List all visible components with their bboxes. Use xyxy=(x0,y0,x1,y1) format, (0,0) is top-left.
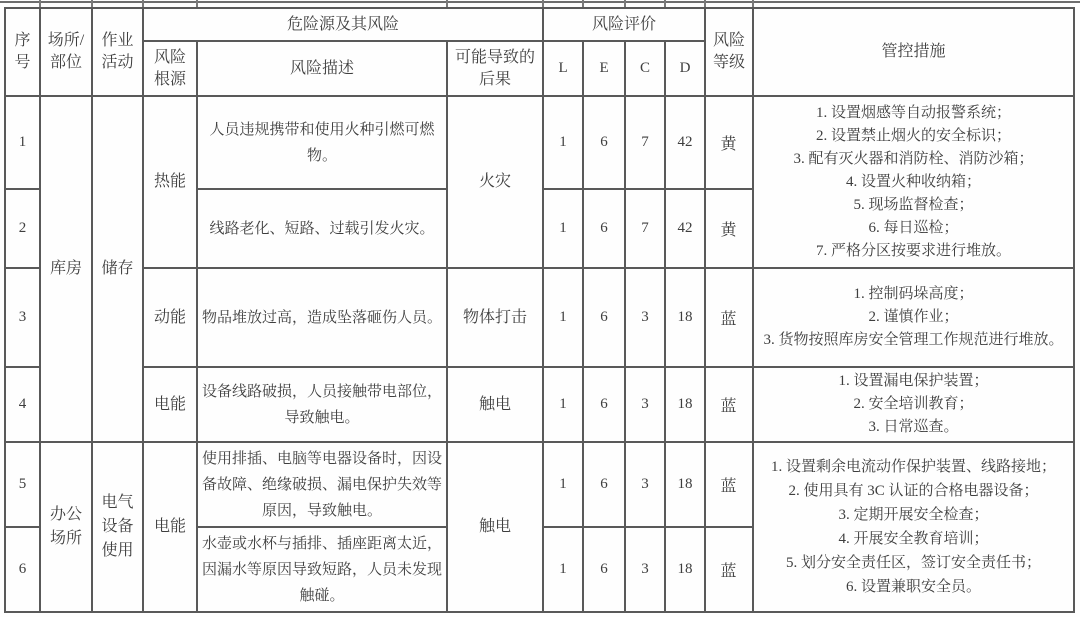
cutoff-column-tick xyxy=(196,0,198,7)
consequence-fire-cell: 火灾 xyxy=(447,96,543,268)
location-warehouse-cell: 库房 xyxy=(40,96,92,442)
row1-serial: 1 xyxy=(5,96,40,189)
row2-risk-desc: 线路老化、短路、过载引发火灾。 xyxy=(197,189,447,268)
header-evaluation-group: 风险评价 xyxy=(543,8,705,41)
header-serial: 序号 xyxy=(5,8,40,96)
row3-risk-desc: 物品堆放过高，造成坠落砸伤人员。 xyxy=(197,268,447,367)
row3-serial: 3 xyxy=(5,268,40,367)
header-l: L xyxy=(543,41,583,96)
row4-risk-desc: 设备线路破损，人员接触带电部位，导致触电。 xyxy=(197,367,447,442)
measure-line: 1. 设置漏电保护装置； xyxy=(838,373,989,389)
table-row-5 xyxy=(5,442,1074,527)
row6-level-badge: 蓝 xyxy=(705,527,753,612)
header-risk-level-line1: 风险 xyxy=(713,32,746,49)
measure-line: 1. 控制码垛高度； xyxy=(853,286,974,302)
measure-line: 6. 设置兼职安全员。 xyxy=(846,579,982,595)
row3-e: 6 xyxy=(583,268,625,367)
row1-risk-desc: 人员违规携带和使用火种引燃可燃物。 xyxy=(197,96,447,189)
row5-l: 1 xyxy=(543,442,583,527)
row4-e: 6 xyxy=(583,367,625,442)
header-e: E xyxy=(583,41,625,96)
row5-level-badge: 蓝 xyxy=(705,442,753,527)
header-risk-source-line2: 根源 xyxy=(153,70,186,88)
measure-line: 1. 设置剩余电流动作保护装置、线路接地； xyxy=(771,459,1057,475)
row3-l: 1 xyxy=(543,268,583,367)
header-location-line1: 场所/ xyxy=(47,32,85,49)
header-risk-source-line1: 风险 xyxy=(153,48,186,66)
header-risk-desc: 风险描述 xyxy=(197,41,447,96)
measures-office-electric-cell xyxy=(753,442,1074,612)
measure-line: 3. 货物按照库房安全管理工作规范进行堆放。 xyxy=(763,332,1064,348)
header-risk-level-line2: 等级 xyxy=(713,54,746,71)
row5-serial: 5 xyxy=(5,442,40,527)
header-measures: 管控措施 xyxy=(753,8,1074,96)
row6-e: 6 xyxy=(583,527,625,612)
cutoff-column-tick xyxy=(142,0,144,7)
measure-line: 6. 每日巡检； xyxy=(868,219,959,236)
measures-equipment-electric-cell xyxy=(753,367,1074,442)
measure-line: 2. 安全培训教育； xyxy=(853,396,974,412)
row6-c: 3 xyxy=(625,527,665,612)
measure-line: 5. 划分安全责任区，签订安全责任书； xyxy=(786,555,1042,571)
row1-level-badge: 黄 xyxy=(705,96,753,189)
table-row-4 xyxy=(5,367,1074,442)
measure-line: 1. 设置烟感等自动报警系统； xyxy=(816,104,1012,121)
header-risk-source xyxy=(143,41,197,96)
row6-risk-desc: 水壶或水杯与插排、插座距离太近，因漏水等原因导致短路，人员未发现触碰。 xyxy=(197,527,447,612)
measure-line: 5. 现场监督检查； xyxy=(853,196,974,213)
measure-line: 2. 使用具有 3C 认证的合格电器设备； xyxy=(788,483,1039,499)
row2-level-badge: 黄 xyxy=(705,189,753,268)
row2-l: 1 xyxy=(543,189,583,268)
cutoff-column-tick xyxy=(752,0,754,7)
row4-level-badge: 蓝 xyxy=(705,367,753,442)
risk-assessment-table xyxy=(4,7,1075,613)
row4-l: 1 xyxy=(543,367,583,442)
row6-l: 1 xyxy=(543,527,583,612)
header-consequence xyxy=(447,41,543,96)
header-row-top xyxy=(5,8,1074,41)
measures-fire-cell xyxy=(753,96,1074,268)
measure-line: 3. 配有灭火器和消防栓、消防沙箱； xyxy=(793,150,1034,167)
row5-risk-desc: 使用排插、电脑等电器设备时，因设备故障、绝缘破损、漏电保护失效等原因，导致触电。 xyxy=(197,442,447,527)
header-activity-line2: 活动 xyxy=(101,54,134,71)
row1-c: 7 xyxy=(625,96,665,189)
measure-line: 4. 设置火种收纳箱； xyxy=(846,173,982,190)
cutoff-column-tick xyxy=(624,0,626,7)
row5-c: 3 xyxy=(625,442,665,527)
header-activity-line1: 作业 xyxy=(101,32,134,49)
header-location-line2: 部位 xyxy=(49,54,82,71)
location-office-cell xyxy=(40,442,92,612)
location-office-line2: 场所 xyxy=(49,530,82,547)
table-row-3 xyxy=(5,268,1074,367)
cutoff-column-tick xyxy=(704,0,706,7)
source-thermal-cell: 热能 xyxy=(143,96,197,268)
row6-serial: 6 xyxy=(5,527,40,612)
row2-e: 6 xyxy=(583,189,625,268)
measures-stacking-cell xyxy=(753,268,1074,367)
cutoff-column-tick xyxy=(39,0,41,7)
row1-d: 42 xyxy=(665,96,705,189)
row4-serial: 4 xyxy=(5,367,40,442)
source-electric-cell-r4: 电能 xyxy=(143,367,197,442)
cutoff-column-tick xyxy=(542,0,544,7)
cutoff-column-tick xyxy=(91,0,93,7)
measure-line: 3. 日常巡查。 xyxy=(868,419,959,435)
table-row-1 xyxy=(5,96,1074,189)
measure-line: 2. 设置禁止烟火的安全标识； xyxy=(816,127,1012,144)
consequence-shock-cell-r4: 触电 xyxy=(447,367,543,442)
activity-electrical-line3: 使用 xyxy=(101,542,134,559)
activity-storage-cell: 储存 xyxy=(92,96,143,442)
header-risk-level xyxy=(705,8,753,96)
activity-electrical-line2: 设备 xyxy=(101,518,134,535)
row4-d: 18 xyxy=(665,367,705,442)
header-c: C xyxy=(625,41,665,96)
header-consequence-line1: 可能导致的 xyxy=(455,48,536,66)
measure-line: 2. 谨慎作业； xyxy=(868,309,959,325)
cutoff-column-tick xyxy=(582,0,584,7)
activity-electrical-cell xyxy=(92,442,143,612)
measure-line: 3. 定期开展安全检查； xyxy=(838,507,989,523)
activity-electrical-line1: 电气 xyxy=(101,494,134,511)
consequence-strike-cell: 物体打击 xyxy=(447,268,543,367)
cutoff-column-tick xyxy=(446,0,448,7)
row1-e: 6 xyxy=(583,96,625,189)
cutoff-column-tick xyxy=(664,0,666,7)
row3-c: 3 xyxy=(625,268,665,367)
row3-level-badge: 蓝 xyxy=(705,268,753,367)
source-kinetic-cell: 动能 xyxy=(143,268,197,367)
measure-line: 4. 开展安全教育培训； xyxy=(838,531,989,547)
header-d: D xyxy=(665,41,705,96)
header-hazard-group: 危险源及其风险 xyxy=(143,8,543,41)
row1-l: 1 xyxy=(543,96,583,189)
row5-d: 18 xyxy=(665,442,705,527)
cutoff-row-top-line xyxy=(0,1,1080,3)
row6-d: 18 xyxy=(665,527,705,612)
row4-c: 3 xyxy=(625,367,665,442)
source-electric-cell-r56: 电能 xyxy=(143,442,197,612)
row2-d: 42 xyxy=(665,189,705,268)
measure-line: 7. 严格分区按要求进行堆放。 xyxy=(816,242,1012,259)
header-activity xyxy=(92,8,143,96)
row2-c: 7 xyxy=(625,189,665,268)
header-location xyxy=(40,8,92,96)
header-consequence-line2: 后果 xyxy=(479,70,512,88)
row5-e: 6 xyxy=(583,442,625,527)
consequence-shock-cell-r56: 触电 xyxy=(447,442,543,612)
location-office-line1: 办公 xyxy=(49,506,82,523)
row2-serial: 2 xyxy=(5,189,40,268)
row3-d: 18 xyxy=(665,268,705,367)
